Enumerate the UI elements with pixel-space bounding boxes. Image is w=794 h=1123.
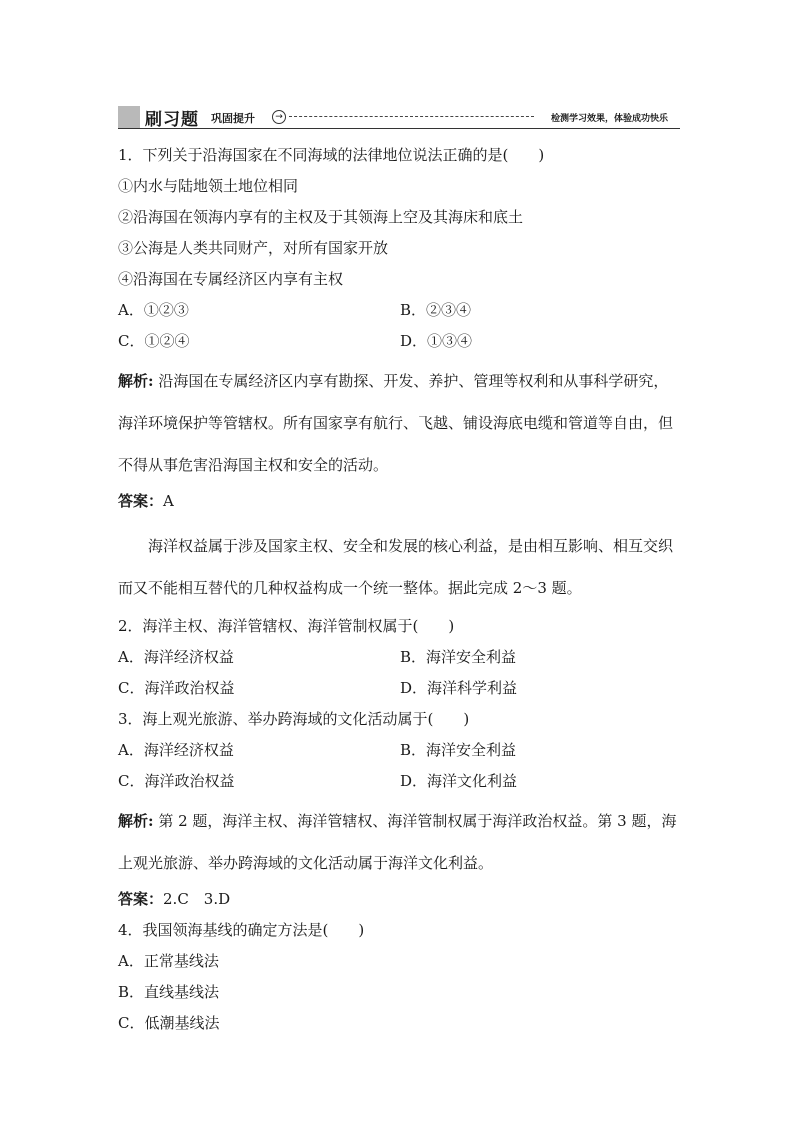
q23-intro: 海洋权益属于涉及国家主权、安全和发展的核心利益，是由相互影响、相互交织而又不能相互替代的几种权益构成一个统一整体。据此完成 2～3 题。 <box>118 537 674 597</box>
header-title: 刷习题 <box>145 110 199 130</box>
q3-option-c: C．海洋政治权益 <box>118 772 235 790</box>
q1-answer-label: 答案： <box>118 492 164 510</box>
q1-options-row-1 <box>118 295 682 326</box>
q3-options-row-2 <box>118 766 682 797</box>
header-rule <box>118 128 680 129</box>
q4-stem: 4．我国领海基线的确定方法是( ) <box>118 921 365 939</box>
q1-item-2: ②沿海国在领海内享有的主权及于其领海上空及其海床和底土 <box>118 208 524 226</box>
q2-options-row-2 <box>118 673 682 704</box>
header-dashed-line <box>289 116 534 117</box>
section-header <box>118 104 680 128</box>
q1-stem: 1．下列关于沿海国家在不同海域的法律地位说法正确的是( ) <box>118 146 545 164</box>
q23-analysis-text: 第 2 题，海洋主权、海洋管辖权、海洋管制权属于海洋政治权益。第 3 题，海上观光旅游、举办跨海域的文化活动属于海洋文化利益。 <box>118 812 677 872</box>
q1-option-d: D．①③④ <box>400 332 473 350</box>
q1-option-b: B．②③④ <box>400 301 472 319</box>
q23-answer <box>118 884 682 915</box>
q4-option-a: A．正常基线法 <box>118 952 219 970</box>
q1-option-a: A．①②③ <box>118 301 189 319</box>
q3-stem: 3．海上观光旅游、举办跨海域的文化活动属于( ) <box>118 710 470 728</box>
q2-stem: 2．海洋主权、海洋管辖权、海洋管制权属于( ) <box>118 617 455 635</box>
q23-answer-label: 答案： <box>118 890 164 908</box>
q1-analysis-text: 沿海国在专属经济区内享有勘探、开发、养护、管理等权利和从事科学研究，海洋环境保护等管辖权。所有国家享有航行、飞越、铺设海底电缆和管道等自由，但不得从事危害沿海国主权和安全的活动。 <box>118 372 674 474</box>
q2-option-c: C．海洋政治权益 <box>118 679 235 697</box>
q1-answer-text: A <box>163 492 174 510</box>
q3-option-b: B．海洋安全利益 <box>400 741 517 759</box>
q3-option-a: A．海洋经济权益 <box>118 741 234 759</box>
header-slogan: 检测学习效果，体验成功快乐 <box>550 114 668 124</box>
q1-answer <box>118 486 682 517</box>
q2-options-row-1 <box>118 642 682 673</box>
q23-answer-text: 2.C 3.D <box>163 890 231 908</box>
q2-option-b: B．海洋安全利益 <box>400 648 517 666</box>
q1-item-4: ④沿海国在专属经济区内享有主权 <box>118 270 344 288</box>
q1-option-c: C．①②④ <box>118 332 190 350</box>
q2-option-a: A．海洋经济权益 <box>118 648 234 666</box>
header-block-icon <box>118 106 140 128</box>
question-content <box>118 140 682 1039</box>
arrow-icon: → <box>272 110 286 124</box>
q1-item-3: ③公海是人类共同财产，对所有国家开放 <box>118 239 389 257</box>
q1-options-row-2 <box>118 326 682 357</box>
q1-analysis <box>118 360 682 486</box>
q3-option-d: D．海洋文化利益 <box>400 772 518 790</box>
q23-analysis-label: 解析: <box>118 812 154 830</box>
q4-option-b: B．直线基线法 <box>118 983 220 1001</box>
q23-analysis <box>118 800 682 884</box>
q1-analysis-label: 解析: <box>118 372 154 390</box>
q3-options-row-1 <box>118 735 682 766</box>
q2-option-d: D．海洋科学利益 <box>400 679 518 697</box>
q4-option-c: C．低潮基线法 <box>118 1014 220 1032</box>
header-subtitle: 巩固提升 <box>211 112 255 125</box>
q1-item-1: ①内水与陆地领土地位相同 <box>118 177 299 195</box>
